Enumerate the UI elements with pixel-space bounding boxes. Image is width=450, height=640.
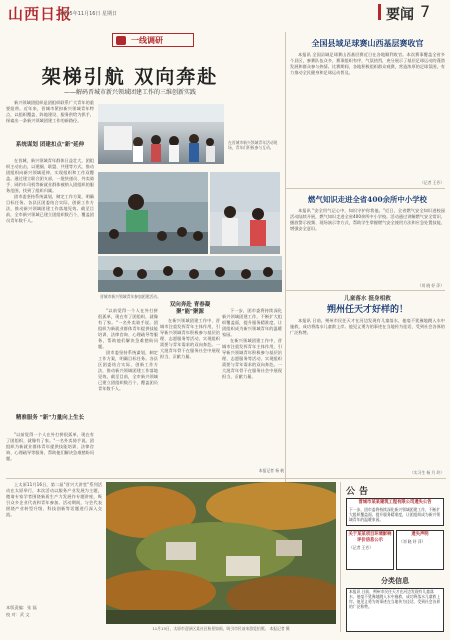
newspaper-logo: 山西日报 <box>8 5 73 23</box>
notice-body: （记者 王芳） <box>349 545 373 550</box>
article-body: "以前觉得一个人在外打拼很孤单，现在有了团组织，就像有了家。"一名外卖骑手说。团组织为新就业群体青年提供技能培训、法律咨询、心理疏导等服务，帮助他们解决急难愁盼问题。 团市委坚持系统谋划，制定工作方案，明确目标任务。各县区团委结合实际，创新工作方法，推动新兴领域团建工作落地见效。截至目前，全市新兴领域已建立团组织数百个，覆盖团员青年数千人。 <box>98 308 158 391</box>
landscape-photo-art <box>106 482 336 624</box>
main-subhead: ——解码晋城市新兴领域团建工作的三维创新实践 <box>63 89 196 96</box>
article-body: 下一步，团市委将持续深化新兴领域团建工作，不断扩大组织覆盖面，提升服务精准度，让团组织成为新兴领域青年的温暖家园。 在新兴领域团建工作中，晋城市注重发挥青年主体作用，引导新兴领域青年积极参与基层治理、志愿服务等活动，实现组织需要与青年需求的双向奔赴。一大批青年骨干在服务社会中展现担当、贡献力量。 <box>222 308 282 379</box>
article-body: 在晋城，新兴领域青年群体日益壮大，团组织主动出击，以建圈、联盟、共建等方式，推动团组织向新兴领域延伸，实现组织和工作双覆盖。通过建立联合团支部，一批快递员、外卖骑手、网约车司机等新就业群体被纳入团组织的服务范围，找到了组织归属。 团市委坚持系统谋划，制定工作方案，明确目标任务。各县区团委结合实际，创新工作方法，推动新兴领域团建工作落地见效。截至目前，全市新兴领域已建立团组织数百个，覆盖团员青年数千人。 <box>6 158 94 223</box>
notice-box <box>346 530 394 570</box>
section-subtitle: 精准服务 "新"力量向上生长 <box>15 415 85 421</box>
story-headline: 全国县域足球赛山西基层赛收官 <box>311 38 424 48</box>
volunteer-photo-art <box>98 256 282 292</box>
editor-credit: 本版责编：张 磊 <box>6 605 37 610</box>
group-photo <box>98 172 208 254</box>
story-headline: 燃气知识走进全省400余所中小学校 <box>308 195 427 204</box>
article-lead: 新兴领域团组织是团组织联系广大青年的重要纽带。近年来，晋城市紧扣新兴领域青年特点，以组织覆盖、阵地建设、服务供给为抓手，探索出一条新兴领域团建工作的新路径。 <box>6 100 94 123</box>
event-photo-art <box>98 104 224 164</box>
notice-body: （刘 晓 妤 萍） <box>399 539 426 544</box>
notice-head: 关于某某项目环境影响评价信息公示 <box>348 532 392 543</box>
group-photo-art <box>98 172 208 254</box>
event-photo <box>98 104 224 164</box>
notice-head: 晋城市某某建筑工程有限公司遗失公告 <box>358 500 432 505</box>
badge-icon <box>116 36 126 45</box>
notice-body: 下一步，团市委将持续深化新兴领域团建工作，不断扩大组织覆盖面，提升服务精准度，让团组织成为新兴领域青年的温暖家园。 <box>349 507 441 522</box>
section-divider <box>6 478 446 479</box>
row-divider <box>285 188 445 189</box>
row-divider <box>285 290 445 291</box>
column-divider <box>285 32 286 482</box>
article-byline: 本报记者 杨 帆 <box>258 468 284 473</box>
notice-box <box>396 530 444 570</box>
column-divider <box>340 482 341 632</box>
story-tag: 儿童落水 挺身相救 <box>344 296 391 302</box>
classified-box <box>346 588 444 632</box>
activity-photo <box>210 172 280 254</box>
section-bar <box>378 4 381 20</box>
notice-heading: 公告 <box>346 487 373 497</box>
section-subtitle: 系统谋划 团建扣点"新"延伸 <box>15 142 85 148</box>
classified-heading: 分类信息 <box>381 576 409 585</box>
feature-badge <box>112 33 194 47</box>
volunteer-photo <box>98 256 282 292</box>
proof-credit: 校 对：武 文 <box>6 612 30 617</box>
section-name: 要闻 <box>386 7 414 23</box>
badge-label: 一线调研 <box>131 35 163 45</box>
classified-body: 本报讯 日前，朔州市民任天才在河边发现有儿童落水，他毫不犹豫地跳入水中施救，成功将落水儿童救上岸。他见义勇为的事迹在当地传为佳话，受到社会各界的广泛称赞。 <box>349 589 441 609</box>
story-byline: （实习生 杨 月 玲） <box>410 470 444 475</box>
article-body: "以前觉得一个人在外打拼很孤单，现在有了团组织，就像有了家。"一名外卖骑手说。团组织为新就业群体青年提供技能培训、法律咨询、心理疏导等服务，帮助他们解决急难愁盼问题。 <box>6 432 94 461</box>
story-headline: 朔州任天才好样的！ <box>326 305 408 315</box>
story-byline: （刘 晓 妤 萍） <box>417 283 444 288</box>
notice-head: 遗失声明 <box>411 532 429 537</box>
story-body: 本报讯 日前，朔州市民任天才在河边发现有儿童落水，他毫不犹豫地跳入水中施救，成功将落水儿童救上岸。他见义勇为的事迹在当地传为佳话，受到社会各界的广泛称赞。 <box>290 318 445 335</box>
bottom-article-body: 上太原11月16日，第二届"晋兴大讲堂"系列活动在太原举行，本次活动以服务产业发展为主题，邀请专家学者围绕新质生产力发展作专题讲座，吸引众多企业代表和青年参加。活动期间，与会代表围绕产业转型升级、科技创新等话题进行深入交流。 <box>6 482 102 517</box>
page-number: 7 <box>420 2 431 21</box>
notice-box <box>346 498 444 526</box>
activity-photo-art <box>210 172 280 254</box>
section-subtitle: 双向奔赴 青春凝聚"能"聚源 <box>169 302 211 315</box>
issue-date: 2025年11月16日 星期日 <box>60 11 118 17</box>
landscape-photo <box>106 482 336 624</box>
photo-caption: 11月13日，太原市迎泽区某社区秋景如画，吸引市民前来游览拍照。 本报记者 摄 <box>152 626 290 631</box>
page-credits <box>6 604 37 618</box>
photo-caption: 晋城市新兴领域青年参加团建活动。 <box>100 294 161 299</box>
article-body: 在新兴领域团建工作中，晋城市注重发挥青年主体作用，引导新兴领域青年积极参与基层治理、志愿服务等活动，实现组织需要与青年需求的双向奔赴。一大批青年骨干在服务社会中展现担当、贡献力量。 <box>160 318 220 359</box>
story-body: 本报讯 "安全用气记心中，知识守护你我他。"近日，全省燃气安全知识进校园活动陆续开展，燃气知识走进全省400余所中小学校。活动通过讲解燃气安全常识、播放警示视频、现场演示等方式，帮助学生掌握燃气安全使用方法和应急处置技能，增强安全意识。 <box>290 208 445 231</box>
story-body: 本报讯 全国县域足球赛山西基层赛近日在各地顺利收官。本次赛事覆盖全省多个县区，参赛队伍众多，赛事组织有序，气氛热烈，充分展示了基层足球运动的蓬勃发展和群众参与热情。比赛期间，各地积极组织群众观赛，营造浓厚的足球氛围，有力推动全民健身和足球运动普及。 <box>290 52 445 75</box>
main-headline: 架梯引航 双向奔赴 <box>41 66 219 88</box>
story-byline: （记者 王芳） <box>420 180 444 185</box>
photo-caption: 在晋城市新兴领域青年活动现场，青年们积极参与互动。 <box>228 140 278 150</box>
